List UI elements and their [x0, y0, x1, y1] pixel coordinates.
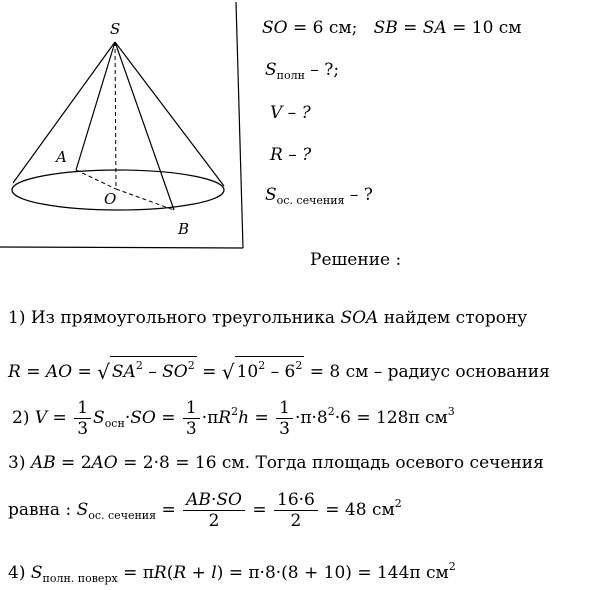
- step-2: 2) V = $\frac{1}{3}$ $S_{осн}\cdot SO$ = $\frac{1}{3}$ $\cdot\pi R^2h$ = $\frac{1}{3}$ $\cdot\pi\cdot 8^2\cdot 6 = 128\pi$ $см^3$: [12, 398, 455, 439]
- frame-bottom: [0, 247, 243, 248]
- given-v: V – ?: [270, 103, 311, 123]
- segment-AO: [76, 170, 116, 189]
- label-O: O: [104, 190, 117, 208]
- given-line-1: SO = 6 см; SB = SA = 10 см: [262, 18, 522, 38]
- step-1-formula: R = AO = √ $SA^2 - SO^2$ = √ $10^2 - 6^2 = 8$ см – радиус основания: [8, 356, 550, 384]
- step-3-formula: равна : $S_{ос. сечения}$ = $\frac{AB\cdot SO}{2}$ = $\frac{16\cdot 6}{2}$ = 48 $см^2$: [8, 490, 402, 531]
- generator-right: [115, 42, 224, 186]
- solution-title: Решение :: [310, 250, 402, 270]
- segment-SO: [115, 42, 116, 189]
- cone-figure: [0, 0, 250, 255]
- segment-OB: [116, 189, 174, 210]
- step-4: 4) $S_{полн. поверх} = \pi R(R + l) = \pi\cdot 8\cdot(8 + 10) = 144\pi$ $см^2$: [8, 560, 456, 585]
- given-r: R – ?: [270, 145, 312, 165]
- segment-SB: [115, 42, 174, 210]
- given-s-axial: $S_{ос. сечения}$ – ?: [265, 185, 373, 207]
- label-A: A: [56, 148, 67, 166]
- frame-right: [236, 2, 243, 248]
- segment-SA: [76, 42, 115, 170]
- step-3: 3) AB = 2AO = 2·8 = 16 см. Тогда площадь осевого сечения: [8, 453, 544, 473]
- step-1: 1) Из прямоугольного треугольника SOA найдем сторону: [8, 308, 528, 328]
- label-B: B: [178, 220, 190, 238]
- given-s-full: $S_{полн}$ – ?;: [265, 60, 340, 82]
- label-S: S: [110, 20, 121, 38]
